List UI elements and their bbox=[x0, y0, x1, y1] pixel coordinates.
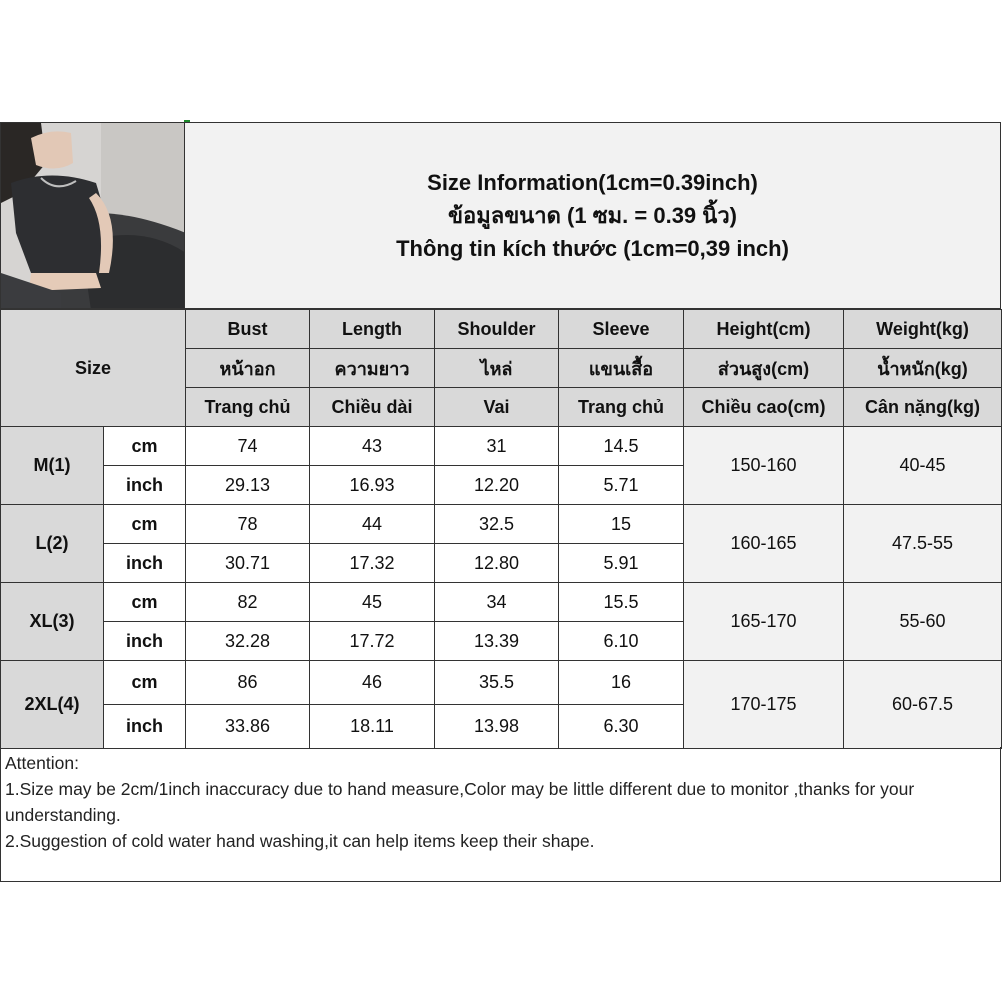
height-range: 165-170 bbox=[684, 583, 844, 661]
length-value: 46 bbox=[310, 661, 435, 705]
size-name: L(2) bbox=[1, 505, 104, 583]
sleeve-value: 14.5 bbox=[559, 427, 684, 466]
height-range: 170-175 bbox=[684, 661, 844, 749]
weight-range: 40-45 bbox=[844, 427, 1002, 505]
shoulder-value: 32.5 bbox=[435, 505, 559, 544]
column-header-weight-vi: Cân nặng(kg) bbox=[844, 388, 1002, 427]
bust-value: 33.86 bbox=[186, 705, 310, 749]
shoulder-value: 31 bbox=[435, 427, 559, 466]
column-header-shoulder-thai: ไหล่ bbox=[435, 349, 559, 388]
product-photo bbox=[0, 122, 185, 309]
sleeve-value: 5.91 bbox=[559, 544, 684, 583]
column-header-height-vi: Chiều cao(cm) bbox=[684, 388, 844, 427]
bust-value: 82 bbox=[186, 583, 310, 622]
size-chart bbox=[0, 122, 1001, 882]
size-header: Size bbox=[1, 310, 186, 427]
shoulder-value: 12.20 bbox=[435, 466, 559, 505]
length-value: 17.32 bbox=[310, 544, 435, 583]
size-name: 2XL(4) bbox=[1, 661, 104, 749]
column-header-weight: Weight(kg) bbox=[844, 310, 1002, 349]
column-header-bust-thai: หน้าอก bbox=[186, 349, 310, 388]
notes-line-2: 2.Suggestion of cold water hand washing,it can help items keep their shape. bbox=[5, 831, 595, 851]
column-header-sleeve-thai: แขนเสื้อ bbox=[559, 349, 684, 388]
column-header-length-thai: ความยาว bbox=[310, 349, 435, 388]
bust-value: 30.71 bbox=[186, 544, 310, 583]
size-name: XL(3) bbox=[1, 583, 104, 661]
bust-value: 74 bbox=[186, 427, 310, 466]
header-row-english bbox=[1, 310, 1002, 349]
notes-heading: Attention: bbox=[5, 753, 79, 773]
shoulder-value: 35.5 bbox=[435, 661, 559, 705]
column-header-height: Height(cm) bbox=[684, 310, 844, 349]
weight-range: 55-60 bbox=[844, 583, 1002, 661]
column-header-sleeve-vi: Trang chủ bbox=[559, 388, 684, 427]
model-wearing-top-illustration bbox=[1, 123, 185, 309]
title-vietnamese: Thông tin kích thước (1cm=0,39 inch) bbox=[396, 236, 789, 261]
column-header-length-vi: Chiều dài bbox=[310, 388, 435, 427]
table-row bbox=[1, 661, 1002, 705]
length-value: 17.72 bbox=[310, 622, 435, 661]
shoulder-value: 12.80 bbox=[435, 544, 559, 583]
title-box bbox=[185, 122, 1001, 309]
weight-range: 60-67.5 bbox=[844, 661, 1002, 749]
size-table bbox=[0, 309, 1002, 749]
unit-label: inch bbox=[104, 544, 186, 583]
column-header-weight-thai: น้ำหนัก(kg) bbox=[844, 349, 1002, 388]
bust-value: 32.28 bbox=[186, 622, 310, 661]
shoulder-value: 34 bbox=[435, 583, 559, 622]
sleeve-value: 15 bbox=[559, 505, 684, 544]
bust-value: 78 bbox=[186, 505, 310, 544]
length-value: 18.11 bbox=[310, 705, 435, 749]
unit-label: inch bbox=[104, 705, 186, 749]
height-range: 160-165 bbox=[684, 505, 844, 583]
bust-value: 29.13 bbox=[186, 466, 310, 505]
weight-range: 47.5-55 bbox=[844, 505, 1002, 583]
column-header-bust-vi: Trang chủ bbox=[186, 388, 310, 427]
column-header-shoulder-vi: Vai bbox=[435, 388, 559, 427]
length-value: 43 bbox=[310, 427, 435, 466]
unit-label: inch bbox=[104, 466, 186, 505]
unit-label: cm bbox=[104, 427, 186, 466]
unit-label: inch bbox=[104, 622, 186, 661]
column-header-sleeve: Sleeve bbox=[559, 310, 684, 349]
table-row bbox=[1, 427, 1002, 466]
title-english: Size Information(1cm=0.39inch) bbox=[427, 170, 758, 195]
title-thai: ข้อมูลขนาด (1 ซม. = 0.39 นิ้ว) bbox=[447, 203, 737, 228]
sleeve-value: 15.5 bbox=[559, 583, 684, 622]
column-header-bust: Bust bbox=[186, 310, 310, 349]
table-row bbox=[1, 583, 1002, 622]
length-value: 16.93 bbox=[310, 466, 435, 505]
unit-label: cm bbox=[104, 661, 186, 705]
sleeve-value: 16 bbox=[559, 661, 684, 705]
unit-label: cm bbox=[104, 583, 186, 622]
column-header-shoulder: Shoulder bbox=[435, 310, 559, 349]
table-row bbox=[1, 505, 1002, 544]
column-header-height-thai: ส่วนสูง(cm) bbox=[684, 349, 844, 388]
height-range: 150-160 bbox=[684, 427, 844, 505]
notes-line-1: 1.Size may be 2cm/1inch inaccuracy due to hand measure,Color may be little different due to monitor ,thanks for your understanding. bbox=[5, 779, 915, 825]
sleeve-value: 6.30 bbox=[559, 705, 684, 749]
shoulder-value: 13.39 bbox=[435, 622, 559, 661]
shoulder-value: 13.98 bbox=[435, 705, 559, 749]
sleeve-value: 5.71 bbox=[559, 466, 684, 505]
attention-notes bbox=[0, 747, 1001, 882]
length-value: 45 bbox=[310, 583, 435, 622]
unit-label: cm bbox=[104, 505, 186, 544]
size-name: M(1) bbox=[1, 427, 104, 505]
length-value: 44 bbox=[310, 505, 435, 544]
column-header-length: Length bbox=[310, 310, 435, 349]
bust-value: 86 bbox=[186, 661, 310, 705]
sleeve-value: 6.10 bbox=[559, 622, 684, 661]
